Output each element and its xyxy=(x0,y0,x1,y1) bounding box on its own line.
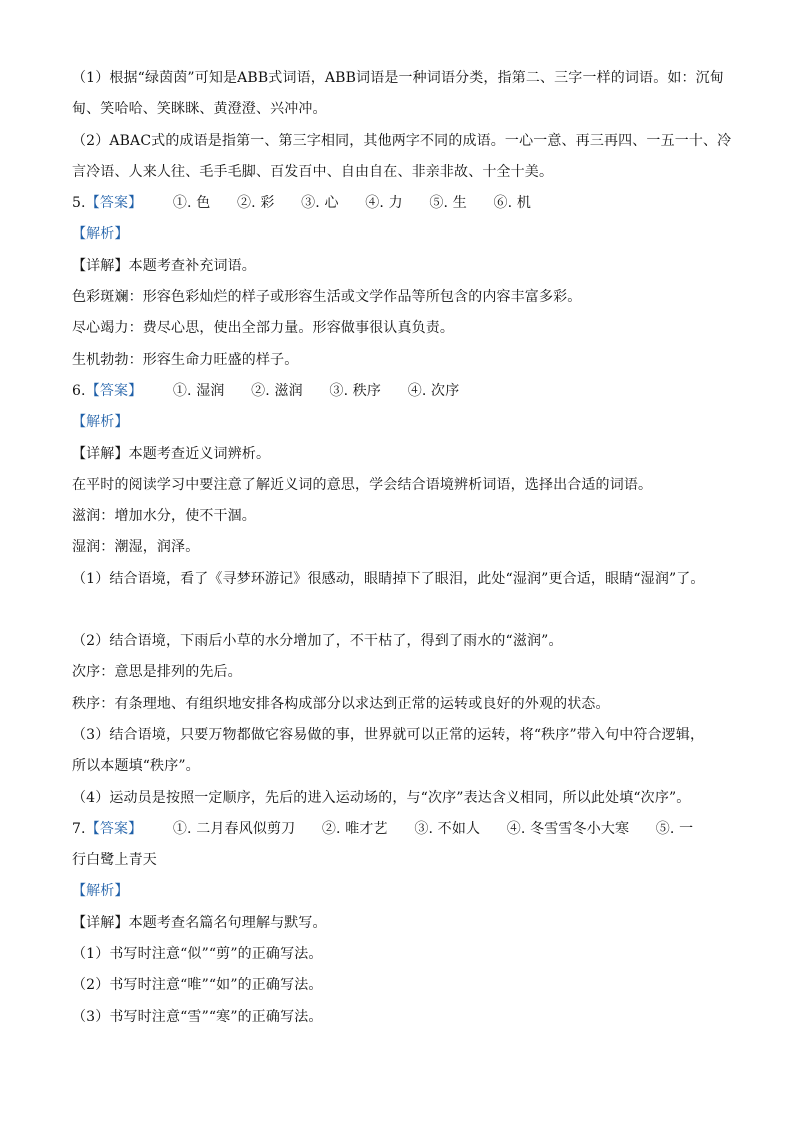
q5-answer-line xyxy=(72,188,732,219)
text-line: （1）结合语境，看了《寻梦环游记》很感动，眼睛掉下了眼泪，此处“湿润”更合适，眼睛“湿润”了。 xyxy=(72,570,705,587)
spacer xyxy=(72,595,732,626)
text-line: 色彩斑斓：形容色彩灿烂的样子或形容生活或文学作品等所包含的内容丰富多彩。 xyxy=(72,289,582,306)
text-line: 滋润：增加水分，使不干涸。 xyxy=(72,508,256,525)
text-line: 次序：意思是排列的先后。 xyxy=(72,664,242,681)
text-line: 秩序：有条理地、有组织地安排各构成部分以求达到正常的运转或良好的外观的状态。 xyxy=(72,695,610,712)
q6-option: ③. 秩序 xyxy=(329,382,382,399)
q6-option: ②. 滋润 xyxy=(251,382,303,399)
text-line: （2）结合语境，下雨后小草的水分增加了，不干枯了，得到了雨水的“滋润”。 xyxy=(72,633,563,650)
q7-answer-label: 【答案】 xyxy=(85,820,143,837)
q5-option: ①. 色 xyxy=(172,195,211,212)
q7-analysis-label: 【解析】 xyxy=(72,883,129,900)
q5-option: ⑤. 生 xyxy=(429,195,467,212)
q5-number: 5. xyxy=(72,195,86,212)
q7-option: ⑤. 一 xyxy=(655,820,694,837)
text-line: 尽心竭力：费尽心思，使出全部力量。形容做事很认真负责。 xyxy=(72,320,455,337)
text-line: 所以本题填“秩序”。 xyxy=(72,758,200,775)
q7-option: ①. 二月春风似剪刀 xyxy=(172,820,296,837)
q7-option: ④. 冬雪雪冬小大寒 xyxy=(506,820,630,837)
q5-answer-label: 【答案】 xyxy=(85,195,143,212)
q7-option: ③. 不如人 xyxy=(414,820,481,837)
q7-option: ②. 唯才艺 xyxy=(321,820,388,837)
text-line: 湿润：潮湿，润泽。 xyxy=(72,539,200,556)
text-line: （2）ABAC式的成语是指第一、第三字相同，其他两字不同的成语。一心一意、再三再四、一五一十、冷 xyxy=(72,132,732,149)
text-line: （1）书写时注意“似”“剪”的正确写法。 xyxy=(72,946,323,963)
text-line: 言冷语、人来人往、毛手毛脚、百发百中、自由自在、非亲非故、十全十美。 xyxy=(72,163,554,180)
q5-analysis-label: 【解析】 xyxy=(72,226,129,243)
text-line: 生机勃勃：形容生命力旺盛的样子。 xyxy=(72,351,299,368)
q6-option: ④. 次序 xyxy=(407,382,460,399)
q6-answer-label: 【答案】 xyxy=(85,382,143,399)
text-line: （2）书写时注意“唯”“如”的正确写法。 xyxy=(72,977,323,994)
q5-option: ③. 心 xyxy=(301,195,339,212)
text-line: 在平时的阅读学习中要注意了解近义词的意思，学会结合语境辨析词语，选择出合适的词语。 xyxy=(72,476,653,493)
q6-analysis-label: 【解析】 xyxy=(72,414,129,431)
text-line: 【详解】本题考查补充词语。 xyxy=(72,257,256,274)
text-line: 【详解】本题考查近义词辨析。 xyxy=(72,445,271,462)
q5-option: ⑥. 机 xyxy=(493,195,532,212)
text-line: （1）根据“绿茵茵”可知是ABB式词语，ABB词语是一种词语分类，指第二、三字一样的词语。如：沉甸 xyxy=(72,70,724,86)
answer-page xyxy=(72,63,732,1033)
q7-number: 7. xyxy=(72,820,86,837)
q5-option: ④. 力 xyxy=(365,195,403,212)
text-line: 【详解】本题考查名篇名句理解与默写。 xyxy=(72,914,327,931)
q5-option: ②. 彩 xyxy=(237,195,275,212)
text-line: （4）运动员是按照一定顺序，先后的进入运动场的，与“次序”表达含义相同，所以此处填“次序”。 xyxy=(72,789,691,806)
text-line: （3）结合语境，只要万物都做它容易做的事，世界就可以正常的运转，将“秩序”带入句中符合逻辑， xyxy=(72,726,705,743)
q6-answer-line xyxy=(72,376,732,407)
q6-option: ①. 湿润 xyxy=(172,382,225,399)
text-line: 行白鹭上青天 xyxy=(72,852,157,869)
text-line: （3）书写时注意“雪”“寒”的正确写法。 xyxy=(72,1008,323,1025)
text-line: 甸、笑哈哈、笑眯眯、黄澄澄、兴冲冲。 xyxy=(72,101,327,118)
q7-answer-line xyxy=(72,814,732,845)
q6-number: 6. xyxy=(72,382,86,399)
